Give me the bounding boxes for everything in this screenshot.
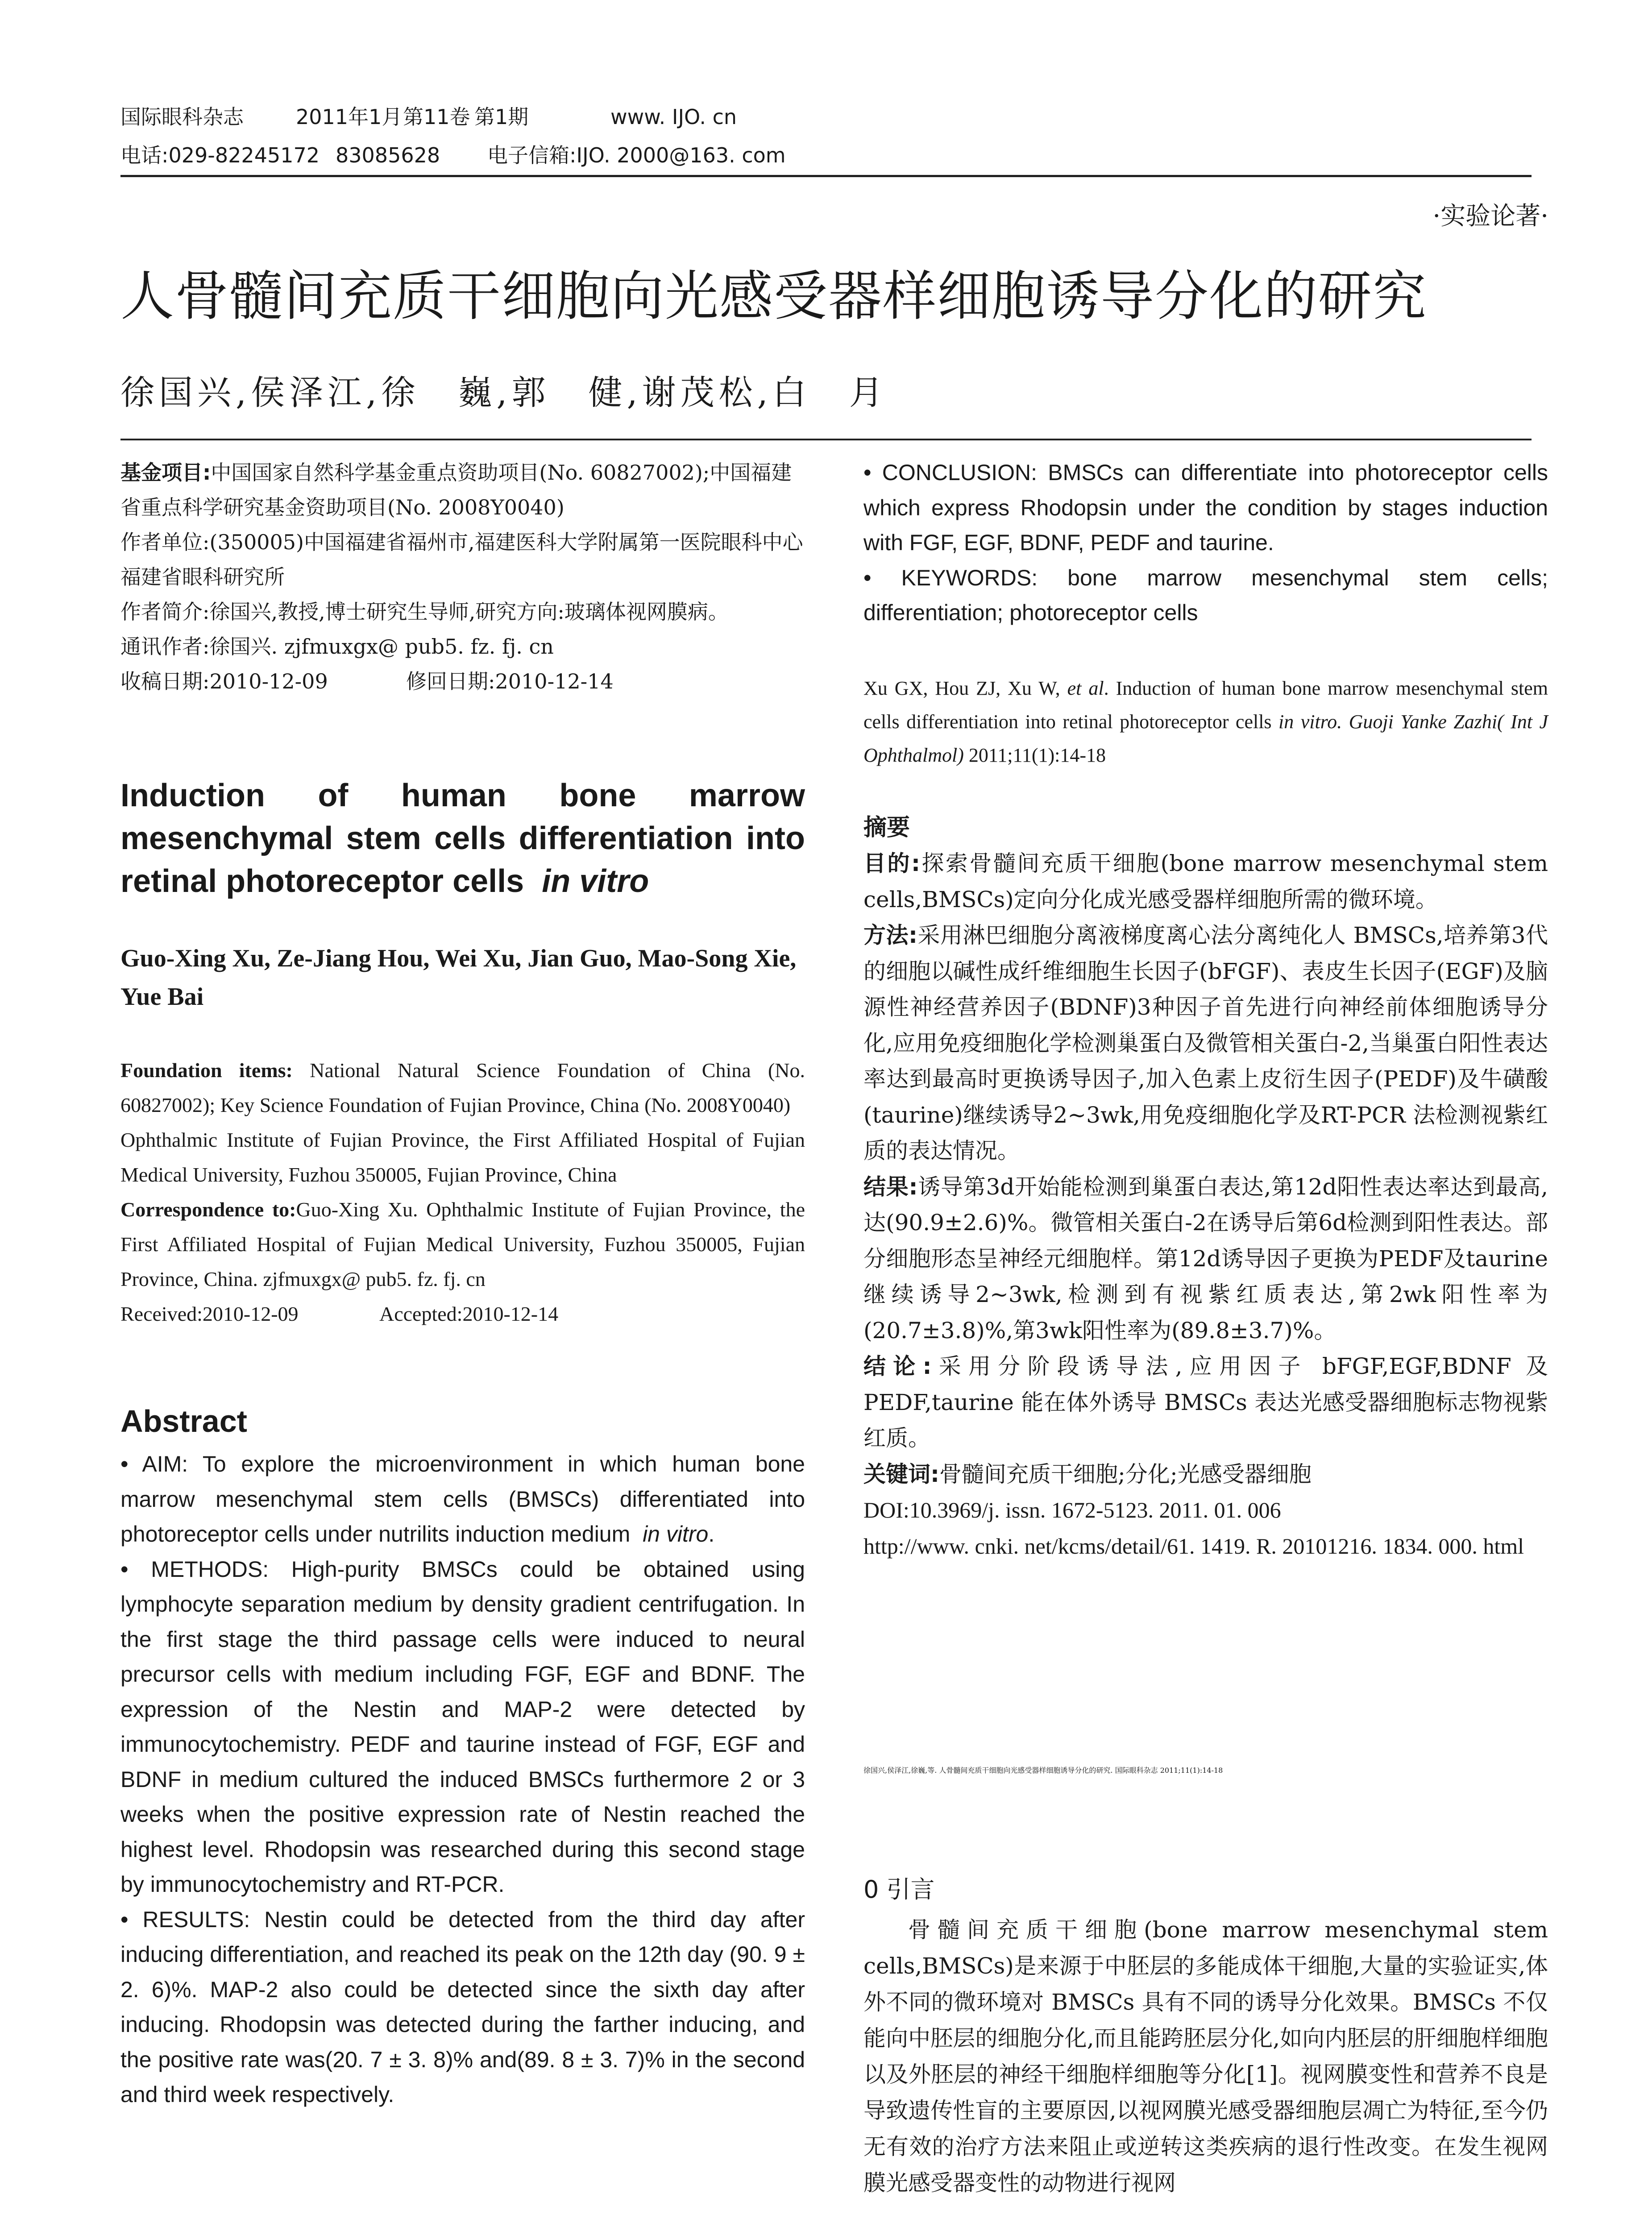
- cnki-url: http://www. cnki. net/kcms/detail/61. 1419. R. 20101216. 1834. 000. html: [863, 1533, 1524, 1559]
- journal-name: 国际眼科杂志: [120, 105, 244, 129]
- cn-aim: 探索骨髓间充质干细胞(bone marrow mesenchymal stem cells,BMSCs)定向分化成光感受器样细胞所需的微环境。: [863, 850, 1548, 912]
- abstract-methods: • METHODS: High-purity BMSCs could be obtained using lymphocyte separation medium by density gradient centrifugation. In the first stage the third passage cells were induced to neural precursor cells with medium including FGF, EGF and BDNF. The expression of the Nestin and MAP-2 were detected by immunocytochemistry. PEDF and taurine instead of FGF, EGF and BDNF in medium cultured the induced BMSCs furthermore 2 or 3 weeks when the positive expression rate of Nestin reached the highest level. Rhodopsin was researched during this second stage by immunocytochemistry and RT-PCR.: [120, 1556, 805, 1897]
- issue: 第1期: [474, 105, 529, 129]
- phone-2: 83085628: [336, 143, 440, 167]
- accepted-en: Accepted:2010-12-14: [379, 1302, 559, 1325]
- foundation-block: [120, 1053, 805, 1331]
- abstract-body: [120, 1447, 805, 2112]
- received-en: Received:2010-12-09: [120, 1302, 299, 1325]
- revised-date: 修回日期:2010-12-14: [406, 669, 614, 693]
- page-title: 人骨髓间充质干细胞向光感受器样细胞诱导分化的研究: [120, 265, 1427, 328]
- chinese-metadata: [120, 455, 805, 699]
- cn-conclusion: 采用分阶段诱导法,应用因子 bFGF,EGF,BDNF 及 PEDF,taurine 能在体外诱导 BMSCs 表达光感受器细胞标志物视紫红质。: [863, 1353, 1548, 1451]
- email: 电子信箱:IJO. 2000@163. com: [487, 143, 786, 167]
- abstract-keywords: • KEYWORDS: bone marrow mesenchymal stem cells; differentiation; photoreceptor cells: [863, 565, 1548, 625]
- author-unit: 作者单位:(350005)中国福建省福州市,福建医科大学附属第一医院眼科中心 福建省眼科研究所: [120, 530, 803, 589]
- section-tag: ·实验论著·: [1432, 202, 1548, 231]
- chinese-abstract-heading: 摘要: [863, 814, 910, 841]
- doi: DOI:10.3969/j. issn. 1672-5123. 2011. 01. 006: [863, 1497, 1281, 1522]
- abstract-heading: Abstract: [120, 1404, 247, 1439]
- volume: 第11卷: [403, 105, 470, 129]
- intro-text: [863, 1912, 1548, 2201]
- chinese-abstract: 摘要 目的:探索骨髓间充质干细胞(bone marrow mesenchymal stem cells,BMSCs)定向分化成光感受器样细胞所需的微环境。 方法:采用淋巴细胞分离液梯度离心法分离纯化人 BMSCs,培养第3代的细胞以碱性成纤维细胞生长因子(bFGF)、表皮生长因子(EGF)及脑源性神经营养因子(BDNF)3种因子首先进行向神经前体细胞诱导分化,应用免疫细胞化学检测巢蛋白及微管相关蛋白-2,当巢蛋白阳性表达率达到最高时更换诱导因子,加入色素上皮衍生因子(PEDF)及牛磺酸(taurine)继续诱导2~3wk,用免疫细胞化学及RT-PCR 法检测视紫红质的表达情况。 结果:诱导第3d开始能检测到巢蛋白表达,第12d阳性表达率达到最高,达(90.9±2.6)%。微管相关蛋白-2在诱导后第6d检测到阳性表达。部分细胞形态呈神经元细胞样。第12d诱导因子更换为PEDF及taurine继续诱导2~3wk,检测到有视紫红质表达,第2wk阳性率为(20.7±3.8)%,第3wk阳性率为(89.8±3.7)%。 结论:采用分阶段诱导法,应用因子 bFGF,EGF,BDNF 及 PEDF,taurine 能在体外诱导 BMSCs 表达光感受器细胞标志物视紫红质。 关键词:骨髓间充质干细胞;分化;光感受器细胞 DOI:10.3969/j. issn. 1672-5123. 2011. 01. 006 http://www. cnki. net/kcms/detail/61. 1419. R. 20101216. 1834. 000. html: [863, 810, 1548, 1564]
- institute: Ophthalmic Institute of Fujian Province, the First Affiliated Hospital of Fujian Medical University, Fuzhou 350005, Fujian Province, China: [120, 1128, 805, 1186]
- phone: 电话:029-82245172: [120, 143, 320, 167]
- abstract-conclusion: • CONCLUSION: BMSCs can differentiate into photoreceptor cells which express Rhodopsin under the condition by stages induction with FGF, EGF, BDNF, PEDF and taurine.: [863, 460, 1548, 555]
- foundation-text: National Natural Science Foundation of China (No. 60827002); Key Science Foundation of Fujian Province, China (No. 2008Y0040): [120, 1059, 805, 1116]
- journal-contact: [120, 142, 786, 169]
- foundation-label: Foundation items:: [120, 1059, 293, 1082]
- english-title-italic: in vitro: [542, 863, 649, 899]
- correspondence-text: Guo-Xing Xu. Ophthalmic Institute of Fujian Province, the First Affiliated Hospital of Fujian Medical University, Fuzhou 350005, Fujian Province, China. zjfmuxgx@ pub5. fz. fj. cn: [120, 1198, 805, 1290]
- cn-results: 诱导第3d开始能检测到巢蛋白表达,第12d阳性表达率达到最高,达(90.9±2.6)%。微管相关蛋白-2在诱导后第6d检测到阳性表达。部分细胞形态呈神经元细胞样。第12d诱导因子更换为PEDF及taurine继续诱导2~3wk,检测到有视紫红质表达,第2wk阳性率为(20.7±3.8)%,第3wk阳性率为(89.8±3.7)%。: [863, 1174, 1548, 1344]
- authors-cn: 徐国兴,侯泽江,徐 巍,郭 健,谢茂松,白 月: [120, 373, 888, 412]
- english-authors: Guo-Xing Xu, Ze-Jiang Hou, Wei Xu, Jian Guo, Mao-Song Xie, Yue Bai: [120, 945, 797, 1011]
- funding-text: 中国国家自然科学基金重点资助项目(No. 60827002);中国福建省重点科学研究基金资助项目(No. 2008Y0040): [120, 460, 792, 519]
- english-citation: Xu GX, Hou ZJ, Xu W, et al. Induction of human bone marrow mesenchymal stem cells differentiation into retinal photoreceptor cells in vitro. Guoji Yanke Zazhi( Int J Ophthalmol) 2011;11(1):14-18: [863, 677, 1548, 766]
- correspondence-label: Correspondence to:: [120, 1198, 296, 1221]
- abstract-aim: • AIM: To explore the microenvironment in which human bone marrow mesenchymal stem cells (BMSCs) differentiated into photoreceptor cells under nutrilits induction medium in vitro.: [120, 1451, 805, 1547]
- corresponding-author: 通讯作者:徐国兴. zjfmuxgx@ pub5. fz. fj. cn: [120, 634, 554, 659]
- abstract-continued: [863, 455, 1548, 630]
- header-rule: [120, 175, 1532, 177]
- cn-methods: 采用淋巴细胞分离液梯度离心法分离纯化人 BMSCs,培养第3代的细胞以碱性成纤维细胞生长因子(bFGF)、表皮生长因子(EGF)及脑源性神经营养因子(BDNF)3种因子首先进行向神经前体细胞诱导分化,应用免疫细胞化学检测巢蛋白及微管相关蛋白-2,当巢蛋白阳性表达率达到最高时更换诱导因子,加入色素上皮衍生因子(PEDF)及牛磺酸(taurine)继续诱导2~3wk,用免疫细胞化学及RT-PCR 法检测视紫红质的表达情况。: [863, 922, 1548, 1164]
- abstract-results: • RESULTS: Nestin could be detected from the third day after inducing differentiation, and reached its peak on the 12th day (90. 9 ± 2. 6)%. MAP-2 also could be detected since the sixth day after inducing. Rhodopsin was detected during the farther inducing, and the positive rate was(20. 7 ± 3. 8)% and(89. 8 ± 3. 7)% in the second and third week respectively.: [120, 1907, 805, 2107]
- website: www. IJO. cn: [610, 105, 737, 129]
- cn-keywords: 骨髓间充质干细胞;分化;光感受器细胞: [939, 1461, 1312, 1487]
- english-title: [120, 774, 805, 903]
- journal-header: [120, 104, 737, 130]
- english-title-main: Induction of human bone marrow mesenchymal stem cells differentiation into retinal photoreceptor cells: [120, 778, 805, 899]
- title-rule: [120, 439, 1532, 440]
- received-date: 收稿日期:2010-12-09: [120, 669, 328, 693]
- intro-heading: 0 引言: [863, 1875, 935, 1903]
- chinese-citation: 徐国兴,侯泽江,徐巍,等. 人骨髓间充质干细胞向光感受器样细胞诱导分化的研究. 国际眼科杂志 2011;11(1):14-18: [863, 1766, 1223, 1775]
- issue-date: 2011年1月: [296, 105, 403, 129]
- intro-paragraph: 骨髓间充质干细胞(bone marrow mesenchymal stem cells,BMSCs)是来源于中胚层的多能成体干细胞,大量的实验证实,体外不同的微环境对 BMSCs 具有不同的诱导分化效果。BMSCs 不仅能向中胚层的细胞分化,而且能跨胚层分化,如向内胚层的肝细胞样细胞以及外胚层的神经干细胞样细胞等分化[1]。视网膜变性和营养不良是导致遗传性盲的主要原因,以视网膜光感受器细胞层凋亡为特征,至今仍无有效的治疗方法来阻止或逆转这类疾病的退行性改变。在发生视网膜光感受器变性的动物进行视网: [863, 1917, 1548, 2196]
- author-bio: 作者简介:徐国兴,教授,博士研究生导师,研究方向:玻璃体视网膜病。: [120, 600, 729, 624]
- funding-label: 基金项目:: [120, 460, 211, 485]
